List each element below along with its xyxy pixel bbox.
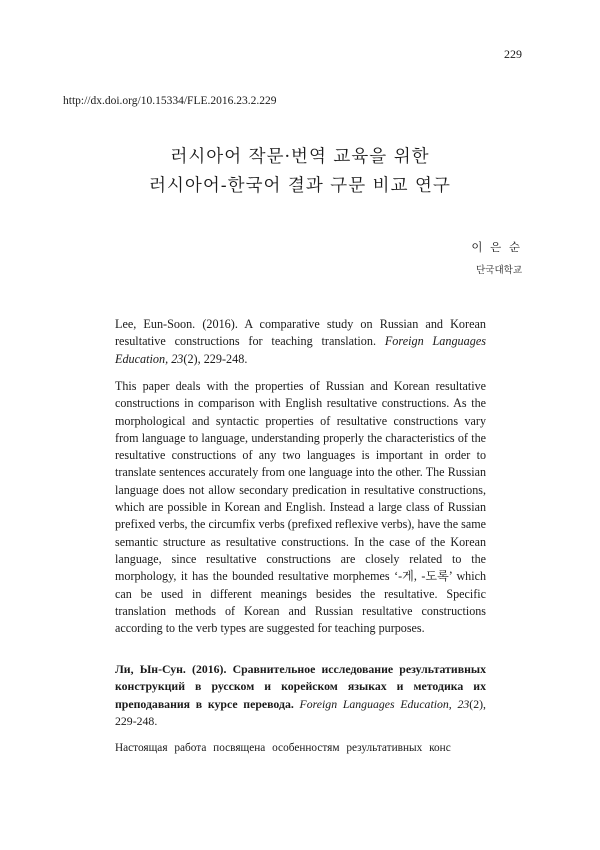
citation-ru-title: Сравнительное исследование результативных конструкций в русском и корейском языках и методика их преподавания в курсе перевода. (115, 662, 486, 711)
citation-ru-authors: Ли, Ын-Сун. (2016). (115, 662, 233, 676)
abstract-english: This paper deals with the properties of Russian and Korean resultative constructions in comparison with English resultative constructions. As the morphological and syntactic properties of resultative constructions vary from language to language, understanding properly the characteristics of the resultative constructions of any two languages is important in order to translate sentences accurately from one language into the other. The Russian language does not allow secondary predication in resultative constructions, which are possible in Korean and English. Instead a large class of Russian prefixed verbs, the circumfix verbs (prefixed reflexive verbs), have the same semantic structure as resultative constructions. In the case of the Korean language, since resultative constructions are closely related to the morphology, it has the bounded resultative morphemes ‘-게, -도록’ which can be used in different meanings besides the resultative. Specific translation methods of Korean and Russian resultative constructions according to the verb types are suggested for teaching purposes. (115, 379, 486, 636)
paper-title (0, 143, 600, 201)
citation-english (115, 316, 486, 368)
citation-en-issue: (2), 229-248. (183, 351, 248, 366)
author-name: 이 은 순 (471, 240, 522, 254)
citation-ru-issue: (2), 229-248. (115, 696, 486, 728)
paper-title-line-1: 러시아어 작문·번역 교육을 위한 (170, 147, 430, 167)
citation-en-journal: Foreign Languages Education, 23 (115, 334, 486, 366)
abstract-russian: Настоящая работа посвящена особенностям результативных конс (115, 742, 451, 754)
citation-ru-journal: Foreign Languages Education, 23 (299, 696, 470, 711)
citation-en-authors: Lee, Eun-Soon. (2016). (115, 317, 245, 331)
paper-title-line-2: 러시아어-한국어 결과 구문 비교 연구 (149, 176, 451, 196)
doi-link[interactable]: http://dx.doi.org/10.15334/FLE.2016.23.2.229 (63, 95, 277, 107)
citation-russian (115, 661, 486, 730)
citation-en-title: A comparative study on Russian and Korean resultative constructions for teaching translation. (115, 317, 486, 349)
page-number: 229 (504, 47, 522, 61)
author-affiliation: 단국대학교 (476, 265, 522, 276)
